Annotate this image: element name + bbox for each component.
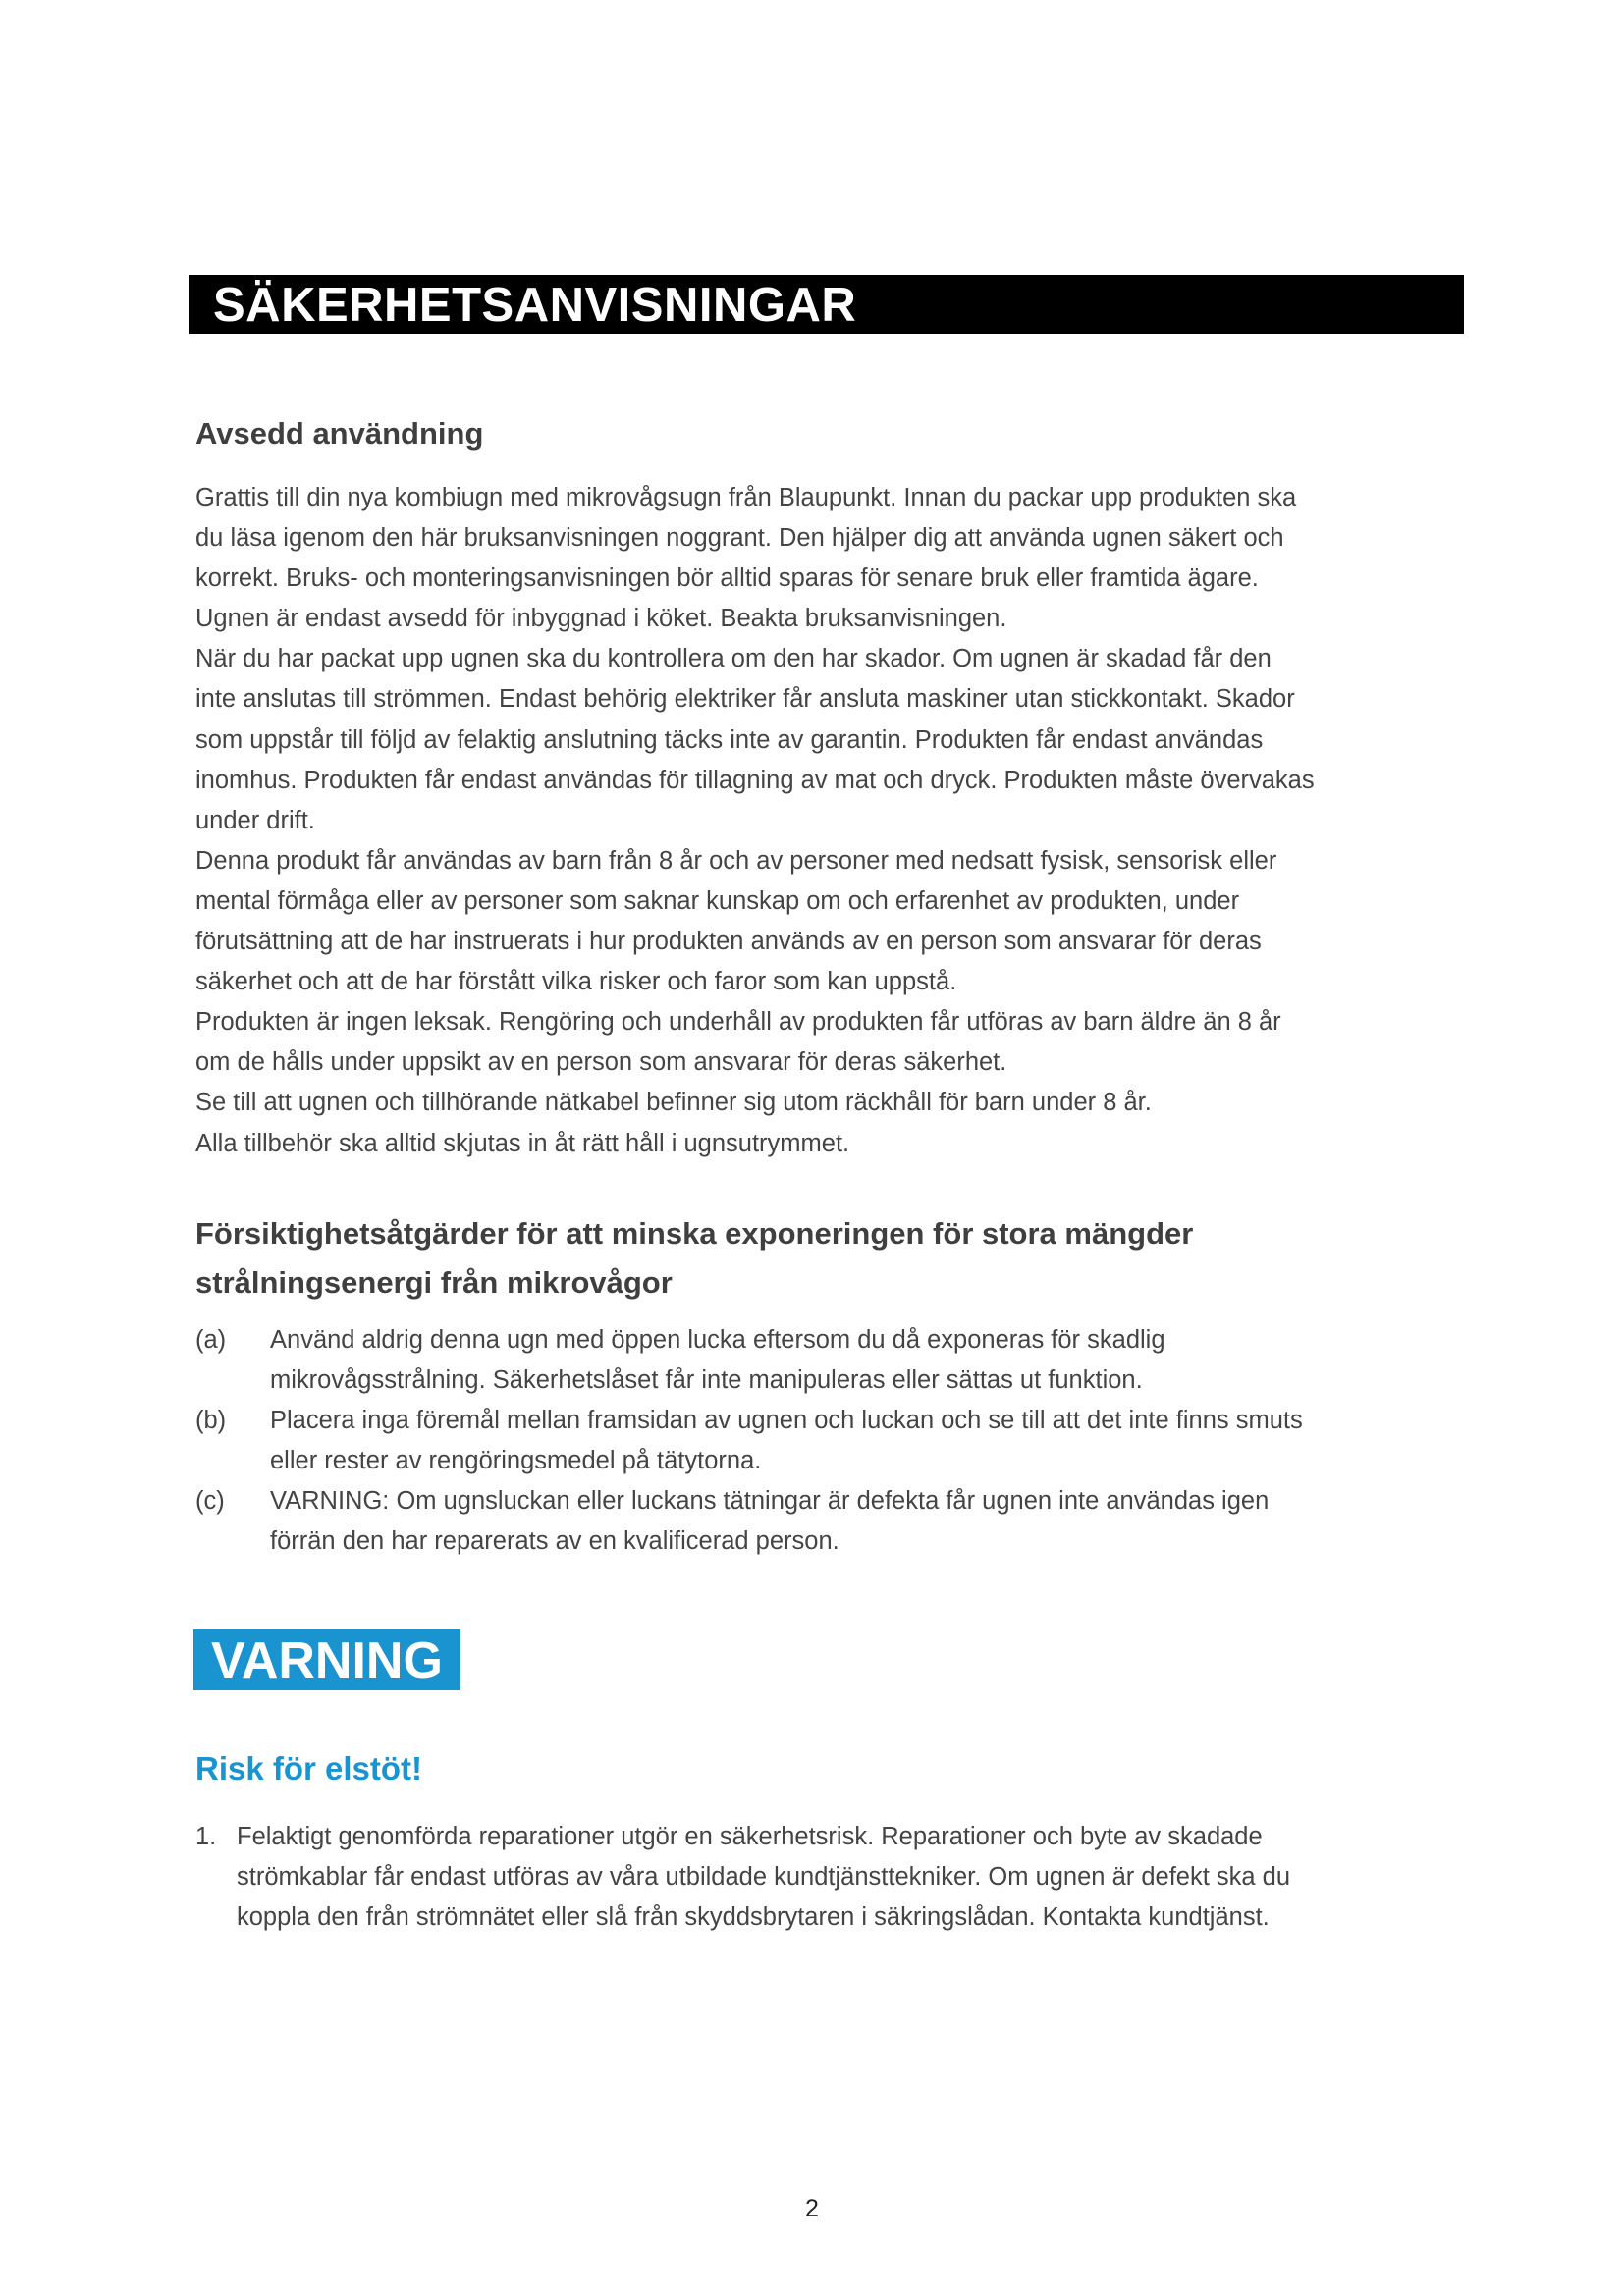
text-line: När du har packat upp ugnen ska du kontrollera om den har skador. Om ugnen är skadad får den bbox=[195, 645, 1272, 673]
page-number: 2 bbox=[805, 2195, 819, 2222]
text-line: Alla tillbehör ska alltid skjutas in åt rätt håll i ugnsutrymmet. bbox=[195, 1129, 850, 1157]
text-line: mikrovågsstrålning. Säkerhetslåset får inte manipuleras eller sättas ut funktion. bbox=[270, 1366, 1143, 1394]
text-line: inomhus. Produkten får endast användas för tillagning av mat och dryck. Produkten måste övervakas bbox=[195, 766, 1315, 794]
section-heading-intended-use: Avsedd användning bbox=[195, 416, 484, 451]
page-title: SÄKERHETSANVISNINGAR bbox=[189, 275, 1464, 334]
text-line: Placera inga föremål mellan framsidan av ugnen och luckan och se till att det inte finns smuts bbox=[270, 1407, 1303, 1434]
text-line: om de hålls under uppsikt av en person som ansvarar för deras säkerhet. bbox=[195, 1048, 1007, 1077]
heading-line: strålningsenergi från mikrovågor bbox=[195, 1265, 673, 1300]
text-line: säkerhet och att de har förstått vilka risker och faror som kan uppstå. bbox=[195, 968, 957, 996]
text-line: Denna produkt får användas av barn från 8 år och av personer med nedsatt fysisk, sensorisk eller bbox=[195, 846, 1277, 875]
list-marker: 1. bbox=[195, 1823, 217, 1850]
list-marker: (c) bbox=[195, 1487, 225, 1515]
text-line: korrekt. Bruks- och monteringsanvisningen bör alltid sparas för senare bruk eller framtida ägare. bbox=[195, 564, 1259, 593]
text-line: Grattis till din nya kombiugn med mikrovågsugn från Blaupunkt. Innan du packar upp produkten ska bbox=[195, 484, 1297, 511]
text-line: Ugnen är endast avsedd för inbyggnad i köket. Beakta bruksanvisningen. bbox=[195, 605, 1007, 633]
intended-use-paragraph bbox=[195, 478, 1472, 1164]
text-line: VARNING: Om ugnsluckan eller luckans tätningar är defekta får ugnen inte användas igen bbox=[270, 1487, 1270, 1515]
list-item bbox=[195, 1320, 1472, 1401]
precautions-list bbox=[195, 1320, 1472, 1562]
list-marker: (b) bbox=[195, 1407, 227, 1434]
text-line: koppla den från strömnätet eller slå från skyddsbrytaren i säkringslådan. Kontakta kundtjänst. bbox=[237, 1903, 1270, 1931]
text-line: du läsa igenom den här bruksanvisningen noggrant. Den hjälper dig att använda ugnen säkert och bbox=[195, 524, 1284, 553]
text-line: Produkten är ingen leksak. Rengöring och underhåll av produkten får utföras av barn äldre än 8 år bbox=[195, 1008, 1281, 1037]
text-line: förrän den har reparerats av en kvalificerad person. bbox=[270, 1527, 839, 1555]
text-line: Felaktigt genomförda reparationer utgör en säkerhetsrisk. Reparationer och byte av skadade bbox=[237, 1823, 1263, 1850]
text-line: under drift. bbox=[195, 806, 315, 834]
warning-badge: VARNING bbox=[193, 1629, 460, 1690]
text-line: Se till att ugnen och tillhörande nätkabel befinner sig utom räckhåll för barn under 8 år. bbox=[195, 1089, 1152, 1117]
text-line: förutsättning att de har instruerats i hur produkten används av en person som ansvarar för deras bbox=[195, 928, 1262, 956]
list-item bbox=[195, 1481, 1472, 1562]
list-item bbox=[195, 1401, 1472, 1481]
text-line: strömkablar får endast utföras av våra utbildade kundtjänsttekniker. Om ugnen är defekt ska du bbox=[237, 1863, 1291, 1891]
text-line: som uppstår till följd av felaktig anslutning täcks inte av garantin. Produkten får endast användas bbox=[195, 725, 1264, 754]
warning-list bbox=[195, 1817, 1472, 1938]
warning-heading: Risk för elstöt! bbox=[195, 1750, 423, 1787]
text-line: eller rester av rengöringsmedel på tätytorna. bbox=[270, 1447, 762, 1474]
text-line: mental förmåga eller av personer som saknar kunskap om och erfarenhet av produkten, under bbox=[195, 886, 1240, 915]
text-line: inte anslutas till strömmen. Endast behörig elektriker får ansluta maskiner utan stickkontakt. Skador bbox=[195, 685, 1295, 714]
section-heading-precautions bbox=[195, 1209, 1193, 1308]
heading-line: Försiktighetsåtgärder för att minska exponeringen för stora mängder bbox=[195, 1216, 1194, 1251]
text-line: Använd aldrig denna ugn med öppen lucka eftersom du då exponeras för skadlig bbox=[270, 1326, 1165, 1354]
list-marker: (a) bbox=[195, 1326, 227, 1354]
list-item bbox=[195, 1817, 1472, 1938]
